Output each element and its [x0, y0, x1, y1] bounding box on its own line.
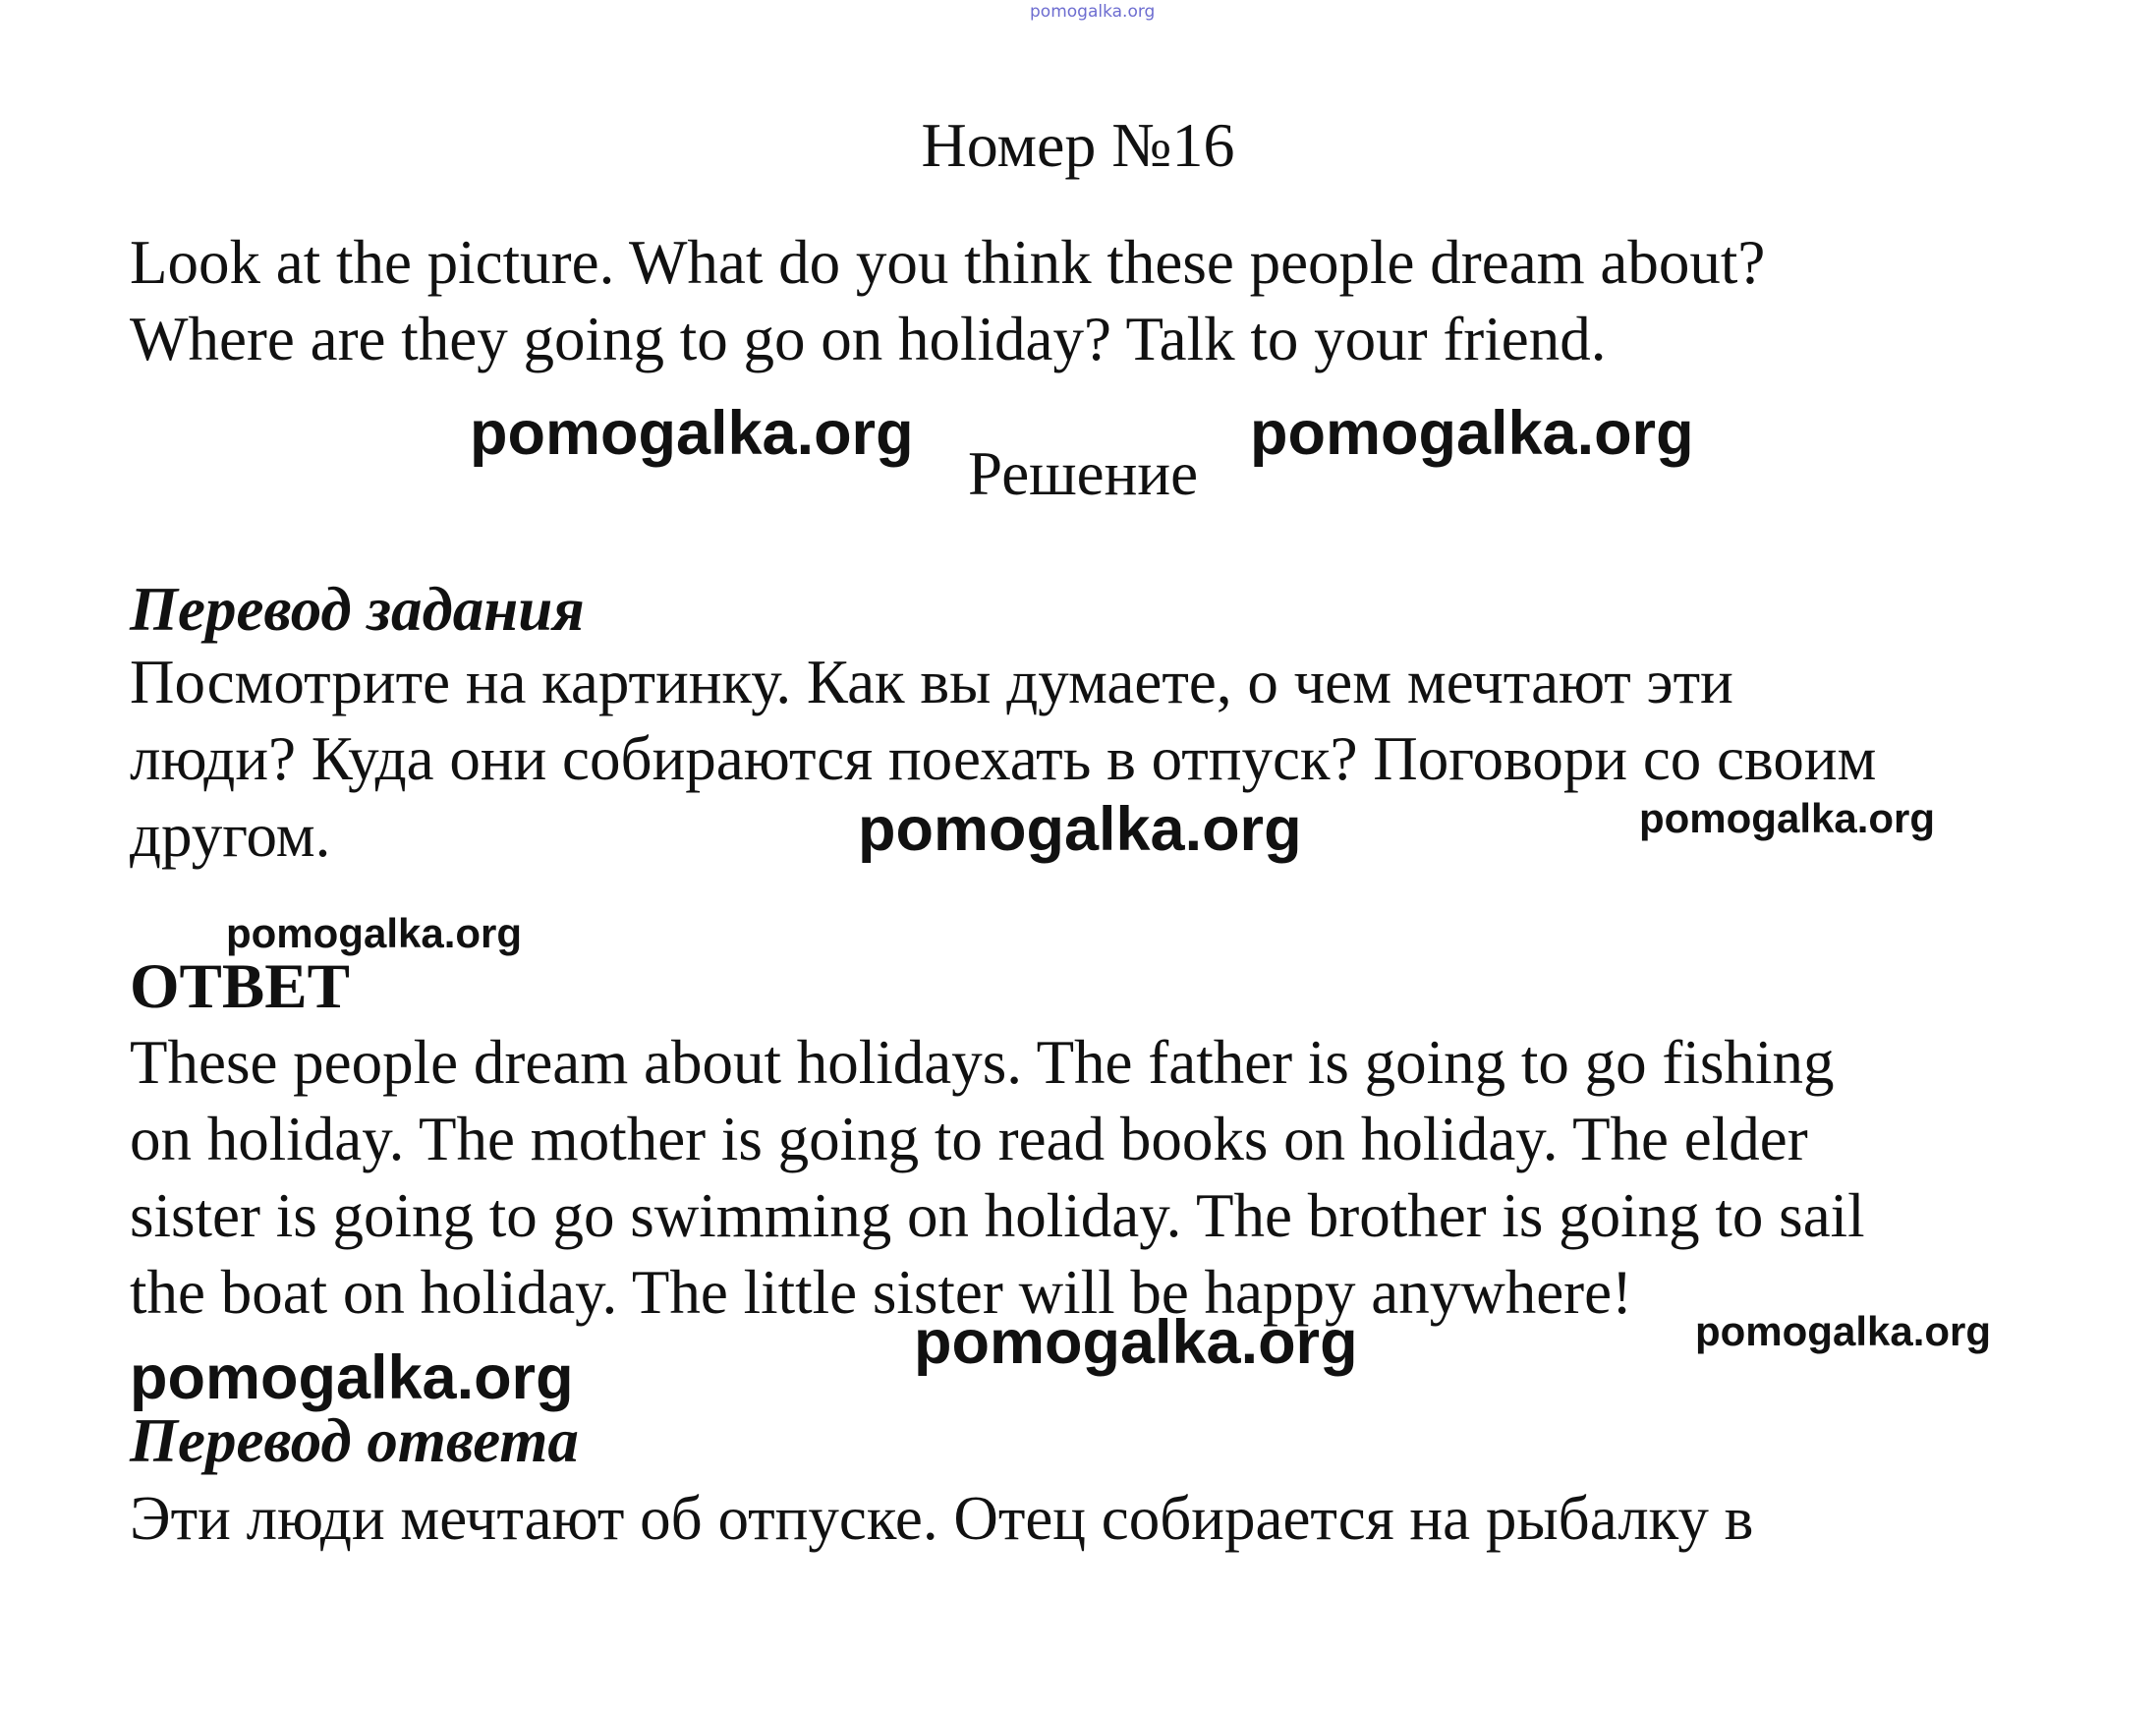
answer-translation-line: Эти люди мечтают об отпуске. Отец собирается на рыбалку в — [130, 1484, 1754, 1553]
translation-line: люди? Куда они собираются поехать в отпуск? Поговори со своим — [130, 724, 1877, 793]
watermark: pomogalka.org — [914, 1308, 1358, 1377]
answer-text — [130, 1024, 1865, 1331]
watermark: pomogalka.org — [130, 1343, 574, 1412]
watermark: pomogalka.org — [1639, 795, 1936, 841]
watermark: pomogalka.org — [1695, 1308, 1992, 1354]
task-translation-heading: Перевод задания — [130, 575, 585, 644]
top-watermark: pomogalka.org — [1030, 2, 1156, 22]
translation-line: Посмотрите на картинку. Как вы думаете, о чем мечтают эти — [130, 648, 1733, 716]
answer-line: on holiday. The mother is going to read books on holiday. The elder — [130, 1105, 1808, 1173]
watermark: pomogalka.org — [858, 795, 1302, 864]
watermark: pomogalka.org — [470, 399, 914, 468]
watermark: pomogalka.org — [226, 910, 523, 956]
watermark: pomogalka.org — [1250, 399, 1694, 468]
answer-translation-text — [130, 1480, 1753, 1557]
answer-line: the boat on holiday. The little sister will be happy anywhere! — [130, 1258, 1633, 1327]
answer-line: sister is going to go swimming on holiday. The brother is going to sail — [130, 1181, 1865, 1250]
solution-label: Решение — [968, 439, 1199, 508]
translation-line: другом. — [130, 801, 331, 870]
page-title: Номер №16 — [921, 110, 1235, 180]
answer-line: These people dream about holidays. The father is going to go fishing — [130, 1028, 1835, 1097]
task-line: Look at the picture. What do you think these people dream about? — [130, 228, 1766, 297]
task-text — [130, 224, 1765, 377]
answer-translation-heading: Перевод ответа — [130, 1406, 579, 1475]
answer-heading: ОТВЕТ — [130, 951, 350, 1022]
task-line: Where are they going to go on holiday? Talk to your friend. — [130, 305, 1607, 373]
